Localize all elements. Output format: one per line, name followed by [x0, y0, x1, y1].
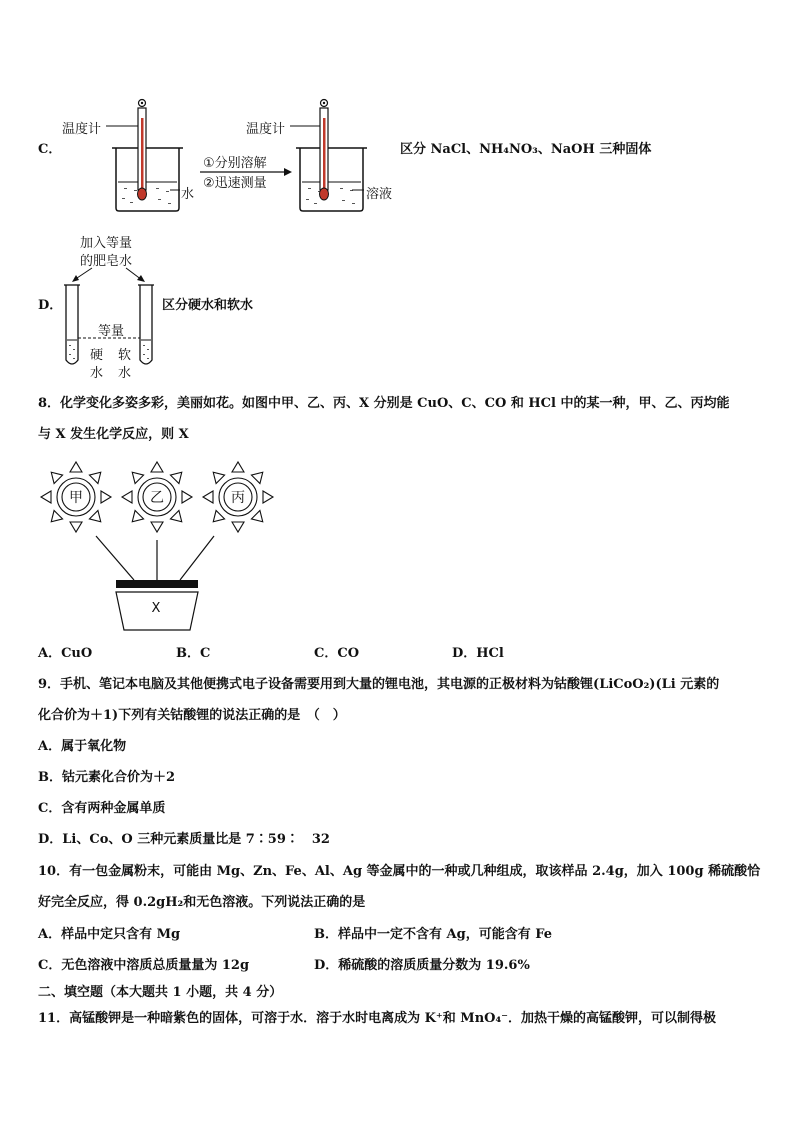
petal — [151, 522, 163, 532]
q8-option-a: A．CuO — [38, 646, 93, 661]
option-c-letter: C． — [38, 142, 62, 157]
soap-label-1: 加入等量 — [80, 236, 133, 251]
step-2-label: ②迅速测量 — [203, 176, 267, 191]
flower-1 — [41, 462, 111, 532]
q10-option-c: C．无色溶液中溶质总质量量为 12g — [38, 958, 250, 973]
petal — [170, 472, 181, 483]
petal — [182, 491, 192, 503]
q10-option-b: B．样品中一定不含有 Ag，可能含有 Fe — [314, 927, 553, 942]
option-d-description: 区分硬水和软水 — [162, 298, 254, 313]
solution-label: 溶液 — [366, 187, 393, 202]
petal — [263, 491, 273, 503]
q9-line-2: 化合价为＋1)下列有关钴酸锂的说法正确的是 （ ） — [38, 708, 346, 723]
hard-water-label-1: 硬 — [90, 348, 104, 363]
flower-3 — [203, 462, 273, 532]
option-c-description: 区分 NaCl、NH₄NO₃、NaOH 三种固体 — [400, 142, 652, 157]
petal — [213, 472, 224, 483]
section-2-heading: 二、填空题（本大题共 1 小题，共 4 分） — [38, 985, 283, 1000]
petal — [170, 510, 181, 521]
q8-option-b: B．C — [176, 646, 211, 661]
soft-water-label-2: 水 — [118, 366, 132, 381]
petal — [132, 510, 143, 521]
thermometer-label-right: 温度计 — [246, 122, 286, 137]
petal — [70, 522, 82, 532]
petal — [51, 510, 62, 521]
petal — [41, 491, 51, 503]
equal-label: 等量 — [98, 324, 125, 339]
q9-line-1: 9．手机、笔记本电脑及其他便携式电子设备需要用到大量的锂电池，其电源的正极材料为钴酸锂(LiCoO₂)(Li 元素的 — [38, 677, 720, 692]
q10-line-2: 好完全反应，得 0.2gH₂和无色溶液。下列说法正确的是 — [38, 895, 366, 910]
q9-option-c: C．含有两种金属单质 — [38, 801, 166, 816]
petal — [251, 472, 262, 483]
petal — [132, 472, 143, 483]
q9-option-a: A．属于氧化物 — [38, 739, 127, 754]
q8-option-c: C．CO — [314, 646, 360, 661]
petal — [232, 522, 244, 532]
flower-label: 乙 — [150, 490, 164, 506]
q10-line-1: 10．有一包金属粉末，可能由 Mg、Zn、Fe、Al、Ag 等金属中的一种或几种组成，取该样品 2.4g，加入 100g 稀硫酸恰 — [38, 864, 761, 879]
petal — [251, 510, 262, 521]
flower-label: 丙 — [231, 490, 245, 506]
petal — [151, 462, 163, 472]
petal — [213, 510, 224, 521]
q8-line-1: 8．化学变化多姿多彩，美丽如花。如图中甲、乙、丙、X 分别是 CuO、C、CO 和 HCl 中的某一种，甲、乙、丙均能 — [38, 396, 730, 411]
petal — [89, 510, 100, 521]
soft-water-label-1: 软 — [118, 348, 132, 363]
thermometer-label-left: 温度计 — [62, 122, 102, 137]
step-1-label: ①分别溶解 — [203, 156, 267, 171]
pot-label: X — [151, 601, 161, 616]
hard-water-label-2: 水 — [90, 366, 104, 381]
water-label: 水 — [181, 187, 195, 202]
q10-option-a: A．样品中定只含有 Mg — [38, 927, 181, 942]
petal — [122, 491, 132, 503]
flower-2 — [122, 462, 192, 532]
petal — [101, 491, 111, 503]
petal — [70, 462, 82, 472]
flower-label: 甲 — [69, 490, 83, 506]
q10-option-d: D．稀硫酸的溶质质量分数为 19.6% — [314, 958, 530, 973]
q9-option-d: D．Li、Co、O 三种元素质量比是 7∶59∶ 32 — [38, 832, 330, 847]
petal — [89, 472, 100, 483]
petal — [203, 491, 213, 503]
soap-label-2: 的肥皂水 — [80, 254, 133, 269]
q9-option-b: B．钴元素化合价为＋2 — [38, 770, 176, 785]
petal — [232, 462, 244, 472]
option-d-letter: D． — [38, 298, 63, 313]
q8-option-d: D．HCl — [452, 646, 504, 661]
petal — [51, 472, 62, 483]
q11-line-1: 11．高锰酸钾是一种暗紫色的固体，可溶于水．溶于水时电离成为 K⁺和 MnO₄⁻．加热干燥的高锰酸钾，可以制得极 — [38, 1011, 717, 1026]
q8-line-2: 与 X 发生化学反应，则 X — [38, 427, 189, 442]
